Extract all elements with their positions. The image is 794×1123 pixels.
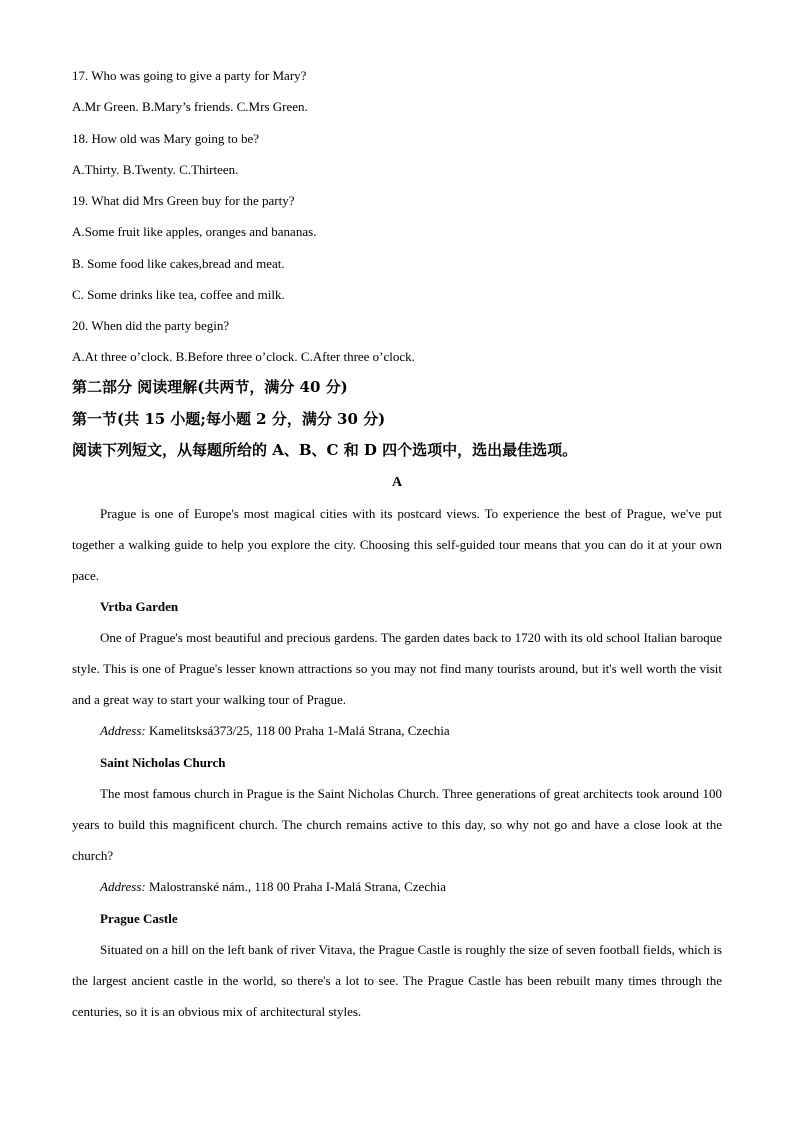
question-18-options: A.Thirty. B.Twenty. C.Thirteen. — [72, 162, 239, 177]
address-text: Malostranské nám., 118 00 Praha I-Malá Strana, Czechia — [145, 879, 446, 894]
section-title: 第一节(共 15 小题;每小题 2 分，满分 30 分) — [72, 410, 386, 428]
question-18: 18. How old was Mary going to be? — [72, 131, 260, 146]
question-19-option-b: B. Some food like cakes,bread and meat. — [72, 256, 285, 271]
intro-text: Prague is one of Europe's most magical cities with its postcard views. To experience the best of Prague, we've put together a walking guide to help you explore the city. Choosing this self-guided tour means that you can do it at your own pace. — [72, 506, 722, 584]
question-19-option-a: A.Some fruit like apples, oranges and bananas. — [72, 224, 317, 239]
place-paragraph-vrtba — [72, 622, 722, 716]
passage-label: A — [391, 475, 403, 490]
place-heading-vrtba: Vrtba Garden — [100, 599, 179, 614]
place-text-prague-castle: Situated on a hill on the left bank of river Vitava, the Prague Castle is roughly the size of seven football fields, which is the largest ancient castle in the world, so there's a lot to see. The Prague Castle has been rebuilt many times through the centuries, so it is an obvious mix of architectural styles. — [72, 942, 722, 1020]
question-19: 19. What did Mrs Green buy for the party? — [72, 193, 295, 208]
intro-paragraph — [72, 498, 722, 592]
place-heading-saint-nicholas: Saint Nicholas Church — [100, 755, 226, 770]
part-title: 第二部分 阅读理解(共两节，满分 40 分) — [72, 378, 348, 396]
question-17: 17. Who was going to give a party for Mary? — [72, 68, 307, 83]
place-text-saint-nicholas: The most famous church in Prague is the Saint Nicholas Church. Three generations of great architects took around 100 years to build this magnificent church. The church remains active to this day, so why not go and have a close look at the church? — [72, 786, 722, 864]
place-heading-prague-castle: Prague Castle — [100, 911, 178, 926]
place-paragraph-prague-castle — [72, 934, 722, 1028]
question-19-option-c: C. Some drinks like tea, coffee and milk. — [72, 287, 285, 302]
address-saint-nicholas — [100, 878, 446, 896]
question-20: 20. When did the party begin? — [72, 318, 230, 333]
place-paragraph-saint-nicholas — [72, 778, 722, 872]
instruction: 阅读下列短文，从每题所给的 A、B、C 和 D 四个选项中，选出最佳选项。 — [72, 441, 578, 459]
question-17-options: A.Mr Green. B.Mary’s friends. C.Mrs Green. — [72, 99, 308, 114]
address-text: Kamelitsksá373/25, 118 00 Praha 1-Malá Strana, Czechia — [145, 723, 450, 738]
address-label: Address: — [100, 723, 146, 738]
place-text-vrtba: One of Prague's most beautiful and precious gardens. The garden dates back to 1720 with its old school Italian baroque style. This is one of Prague's lesser known attractions so you may not find many tourists around, but it's well worth the visit and a great way to start your walking tour of Prague. — [72, 630, 722, 708]
address-label: Address: — [100, 879, 146, 894]
question-20-options: A.At three o’clock. B.Before three o’clock. C.After three o’clock. — [72, 349, 415, 364]
address-vrtba — [100, 722, 450, 740]
